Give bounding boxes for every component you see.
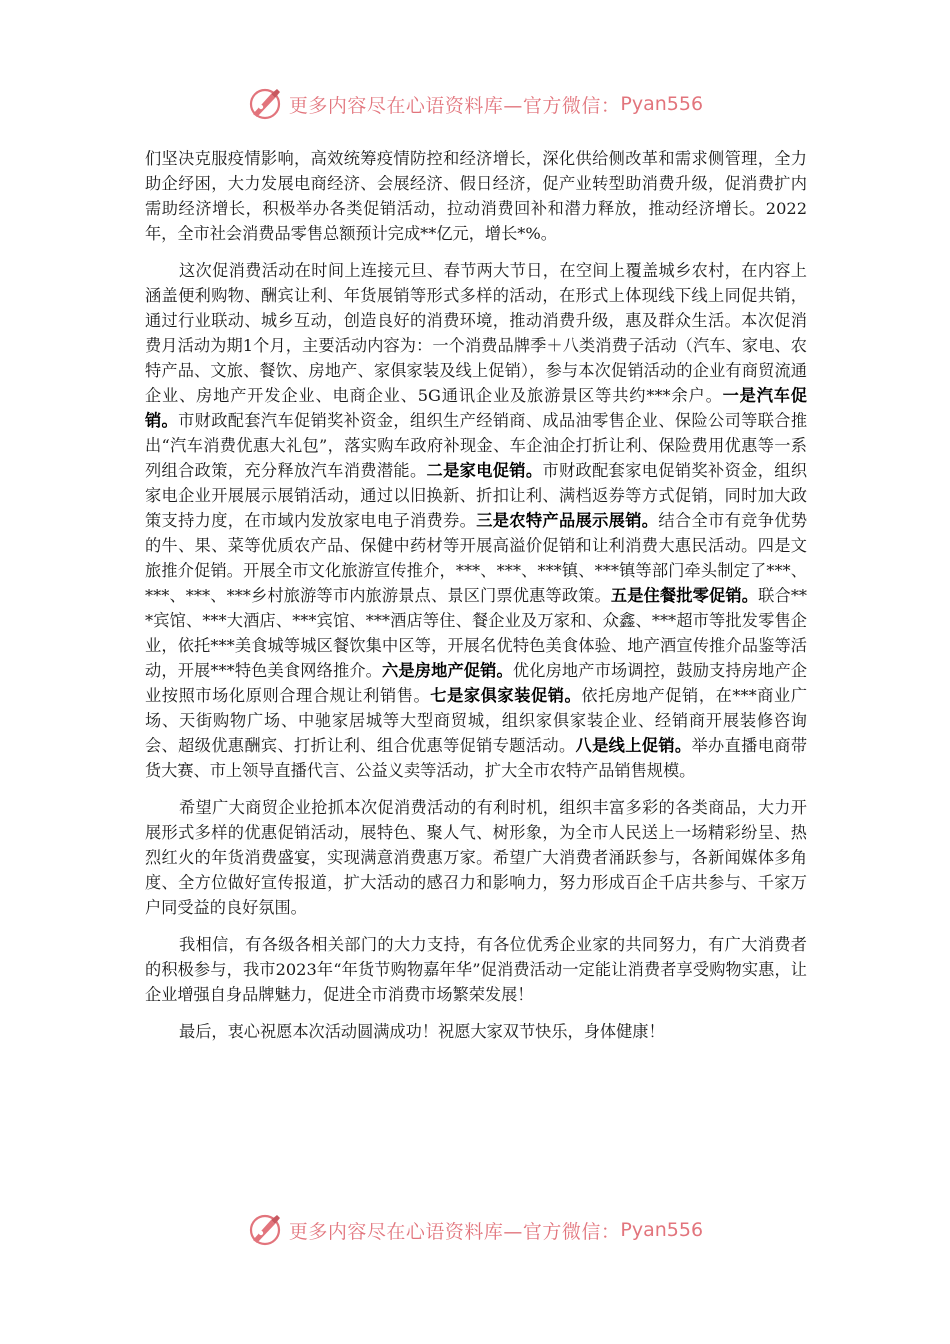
footer-watermark xyxy=(0,1210,950,1250)
paragraph-text: 优化房地产市场调控，鼓励支持房地产企业按照市场化原则合理合规让利销售。 xyxy=(145,661,808,705)
header-watermark xyxy=(0,84,950,124)
section-heading: 二是家电促销。 xyxy=(426,461,543,480)
paragraph-text: 依托房地产促销，在***商业广场、天街购物广场、中驰家居城等大型商贸城，组织家俱家装企业、经销商开展装修咨询会、超级优惠酬宾、打折让利、组合优惠等促销专题活动。 xyxy=(145,686,808,755)
paragraph xyxy=(145,146,807,246)
paragraph-text: 结合全市有竞争优势的牛、果、菜等优质农产品、保健中药材等开展高溢价促销和让利消费大惠民活动。四是文旅推介促销。开展全市文化旅游宣传推介，***、***、***镇、***镇等部门牵头制定了***、***、***、***乡村旅游等市内旅游景点、景区门票优惠等政策。 xyxy=(145,511,808,605)
section-heading: 三是农特产品展示展销。 xyxy=(476,511,659,530)
paragraph xyxy=(145,795,807,920)
section-heading: 七是家俱家装促销。 xyxy=(430,686,582,705)
brand-logo-icon xyxy=(247,86,283,122)
paragraph-text: 联合***宾馆、***大酒店、***宾馆、***酒店等住、餐企业及万家和、众鑫、***超市等批发零售企业，依托***美食城等城区餐饮集中区等，开展名优特色美食体验、地产酒宣传推介品鉴等活动，开展***特色美食网络推介。 xyxy=(145,586,808,680)
section-heading: 五是住餐批零促销。 xyxy=(610,586,759,605)
paragraph-text: 市财政配套汽车促销奖补资金，组织生产经销商、成品油零售企业、保险公司等联合推出“汽车消费优惠大礼包”，落实购车政府补现金、车企油企打折让利、保险费用优惠等一系列组合政策，充分释放汽车消费潜能。 xyxy=(145,411,808,480)
watermark-wechat-id: Pyan556 xyxy=(620,1219,704,1241)
document-body xyxy=(145,146,807,1044)
paragraph xyxy=(145,932,807,1007)
watermark-text: 更多内容尽在心语资料库—官方微信： xyxy=(288,94,621,117)
paragraph-text: 举办直播电商带货大赛、市上领导直播代言、公益义卖等活动，扩大全市农特产品销售规模。 xyxy=(145,736,808,780)
section-heading: 一是汽车促销。 xyxy=(145,386,807,430)
paragraph xyxy=(145,1019,807,1044)
paragraph xyxy=(145,258,807,783)
watermark-text: 更多内容尽在心语资料库—官方微信： xyxy=(288,1220,621,1243)
paragraph-text: 这次促消费活动在时间上连接元旦、春节两大节日，在空间上覆盖城乡农村，在内容上涵盖便利购物、酬宾让利、年货展销等形式多样的活动，在形式上体现线下线上同促共销，通过行业联动、城乡互动，创造良好的消费环境，推动消费升级，惠及群众生活。本次促消费月活动为期1个月，主要活动内容为：一个消费品牌季＋八类消费子活动（汽车、家电、农特产品、文旅、餐饮、房地产、家俱家装及线上促销），参与本次促销活动的企业有商贸流通企业、房地产开发企业、电商企业、5G通讯企业及旅游景区等共约***余户。 xyxy=(145,261,807,405)
paragraph-text: 们坚决克服疫情影响，高效统筹疫情防控和经济增长，深化供给侧改革和需求侧管理，全力助企纾困，大力发展电商经济、会展经济、假日经济，促产业转型助消费升级，促消费扩内需助经济增长，积极举办各类促销活动，拉动消费回补和潜力释放，推动经济增长。2022年，全市社会消费品零售总额预计完成**亿元，增长*%。 xyxy=(145,149,807,243)
watermark-wechat-id: Pyan556 xyxy=(620,93,704,115)
paragraph-text: 最后，衷心祝愿本次活动圆满成功！祝愿大家双节快乐，身体健康！ xyxy=(179,1022,665,1041)
paragraph-text: 我相信，有各级各相关部门的大力支持，有各位优秀企业家的共同努力，有广大消费者的积极参与，我市2023年“年货节购物嘉年华”促消费活动一定能让消费者享受购物实惠，让企业增强自身品牌魅力，促进全市消费市场繁荣发展！ xyxy=(145,935,807,1004)
paragraph-text: 希望广大商贸企业抢抓本次促消费活动的有利时机，组织丰富多彩的各类商品，大力开展形式多样的优惠促销活动，展特色、聚人气、树形象，为全市人民送上一场精彩纷呈、热烈红火的年货消费盛宴，实现满意消费惠万家。希望广大消费者涌跃参与，各新闻媒体多角度、全方位做好宣传报道，扩大活动的感召力和影响力，努力形成百企千店共参与、千家万户同受益的良好氛围。 xyxy=(145,798,807,917)
section-heading: 八是线上促销。 xyxy=(575,736,692,755)
section-heading: 六是房地产促销。 xyxy=(382,661,513,680)
brand-logo-icon xyxy=(247,1212,283,1248)
paragraph-text: 市财政配套家电促销奖补资金，组织家电企业开展展示展销活动，通过以旧换新、折扣让利、满档返券等方式促销，同时加大政策支持力度，在市域内发放家电电子消费券。 xyxy=(145,461,808,530)
